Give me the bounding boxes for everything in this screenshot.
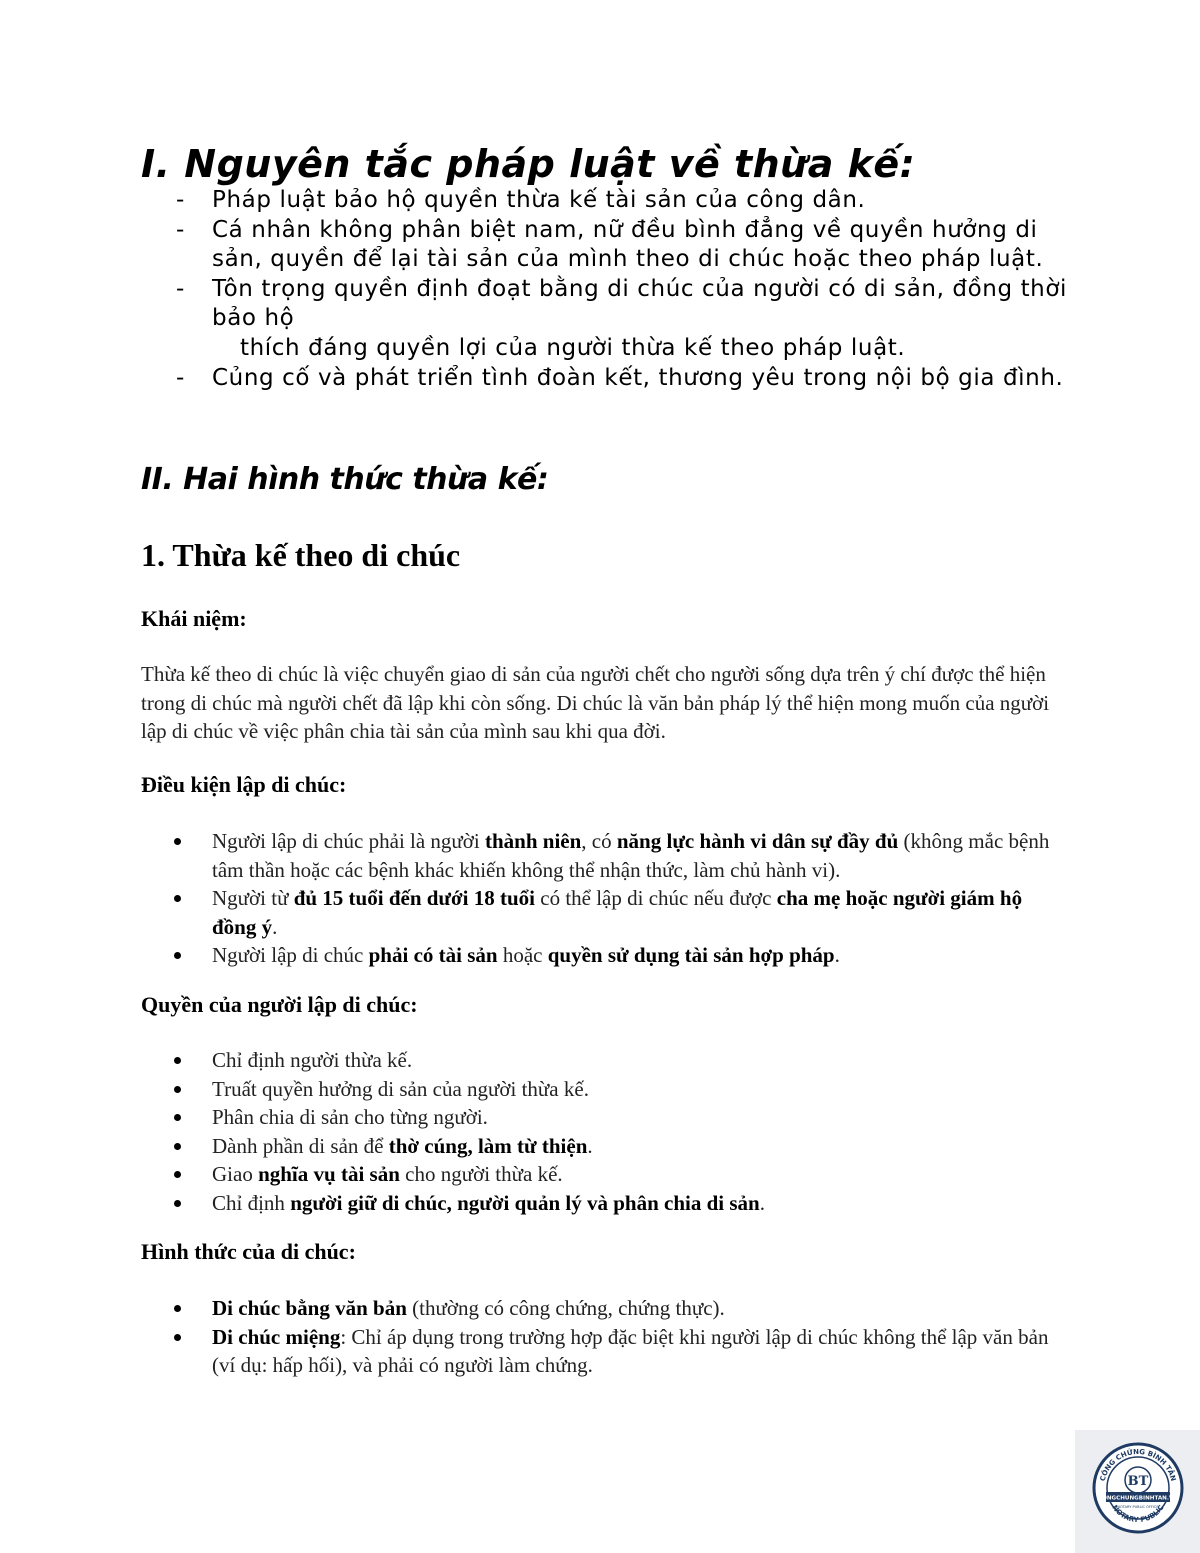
forms-list (172, 1294, 1062, 1380)
list-item: - Tôn trọng quyền định đoạt bằng di chúc của người có di sản, đồng thời bảo hộ thích đáng quyền lợi của người thừa kế theo pháp luật. (176, 275, 1076, 364)
bullet-icon (174, 1305, 181, 1312)
notary-seal-icon (1092, 1442, 1184, 1534)
svg-text:BT: BT (1127, 1474, 1149, 1489)
list-item: - Củng cố và phát triển tình đoàn kết, thương yêu trong nội bộ gia đình. (176, 364, 1064, 391)
bullet-icon (174, 1086, 181, 1093)
bullet-icon (174, 1171, 181, 1178)
concept-paragraph: Thừa kế theo di chúc là việc chuyển giao di sản của người chết cho người sống dựa trên ý chí được thể hiện trong di chúc mà người chết đã lập khi còn sống. Di chúc là văn bản pháp lý thể hiện mong muốn của người lập di chúc về việc phân chia tài sản của mình sau khi qua đời. (141, 662, 1050, 743)
bullet-icon (174, 1114, 181, 1121)
bullet-icon (174, 895, 181, 902)
list-item: - Pháp luật bảo hộ quyền thừa kế tài sản của công dân. (176, 187, 866, 213)
list-item: Dành phần di sản để thờ cúng, làm từ thiện. (172, 1132, 1062, 1161)
list-item: Người lập di chúc phải là người thành niên, có năng lực hành vi dân sự đầy đủ (không mắc bệnh tâm thần hoặc các bệnh khác khiến không thể nhận thức, làm chủ hành vi). (172, 827, 1062, 884)
bullet-icon (174, 1334, 181, 1341)
list-item: Giao nghĩa vụ tài sản cho người thừa kế. (172, 1160, 1062, 1189)
list-item: Di chúc bằng văn bản (thường có công chứng, chứng thực). (172, 1294, 1062, 1323)
list-item-continuation: thích đáng quyền lợi của người thừa kế theo pháp luật. (240, 334, 906, 361)
bullet-icon (174, 1200, 181, 1207)
bullet-icon (174, 1143, 181, 1150)
conditions-title: Điều kiện lập di chúc: (141, 772, 347, 797)
section2-heading: II. Hai hình thức thừa kế: (141, 462, 549, 497)
svg-text:NOTARY PUBLIC: NOTARY PUBLIC (1110, 1503, 1166, 1525)
bullet-icon (174, 952, 181, 959)
list-item: Chỉ định người giữ di chúc, người quản lý và phân chia di sản. (172, 1189, 1062, 1218)
list-item: Di chúc miệng: Chỉ áp dụng trong trường hợp đặc biệt khi người lập di chúc không thể lập văn bản (ví dụ: hấp hối), và phải có người làm chứng. (172, 1323, 1062, 1380)
conditions-list (172, 827, 1062, 970)
concept-title: Khái niệm: (141, 606, 247, 631)
forms-title: Hình thức của di chúc: (141, 1239, 356, 1264)
bullet-icon (174, 1057, 181, 1064)
notary-stamp-watermark (1075, 1430, 1200, 1553)
svg-text:CONGCHUNGBINHTAN.VN: CONGCHUNGBINHTAN.VN (1098, 1495, 1178, 1502)
list-item: Phân chia di sản cho từng người. (172, 1103, 1062, 1132)
principles-list (176, 186, 1076, 393)
rights-title: Quyền của người lập di chúc: (141, 992, 418, 1017)
list-item: Chỉ định người thừa kế. (172, 1046, 1062, 1075)
list-item: Người lập di chúc phải có tài sản hoặc quyền sử dụng tài sản hợp pháp. (172, 941, 1062, 970)
list-item: Người từ đủ 15 tuổi đến dưới 18 tuổi có thể lập di chúc nếu được cha mẹ hoặc người giám hộ đồng ý. (172, 884, 1062, 941)
list-item: - Cá nhân không phân biệt nam, nữ đều bình đẳng về quyền hưởng di sản, quyền để lại tài sản của mình theo di chúc hoặc theo pháp luật. (176, 216, 1044, 273)
bullet-icon (174, 838, 181, 845)
rights-list (172, 1046, 1062, 1217)
subsection-heading: 1. Thừa kế theo di chúc (141, 537, 461, 573)
section1-heading: I. Nguyên tắc pháp luật về thừa kế: (141, 142, 916, 186)
list-item: Truất quyền hưởng di sản của người thừa kế. (172, 1075, 1062, 1104)
svg-text:NOTARY PUBLIC OFFICE: NOTARY PUBLIC OFFICE (1117, 1505, 1159, 1509)
svg-text:CÔNG CHỨNG BÌNH TÂN: CÔNG CHỨNG BÌNH TÂN (1098, 1447, 1178, 1483)
